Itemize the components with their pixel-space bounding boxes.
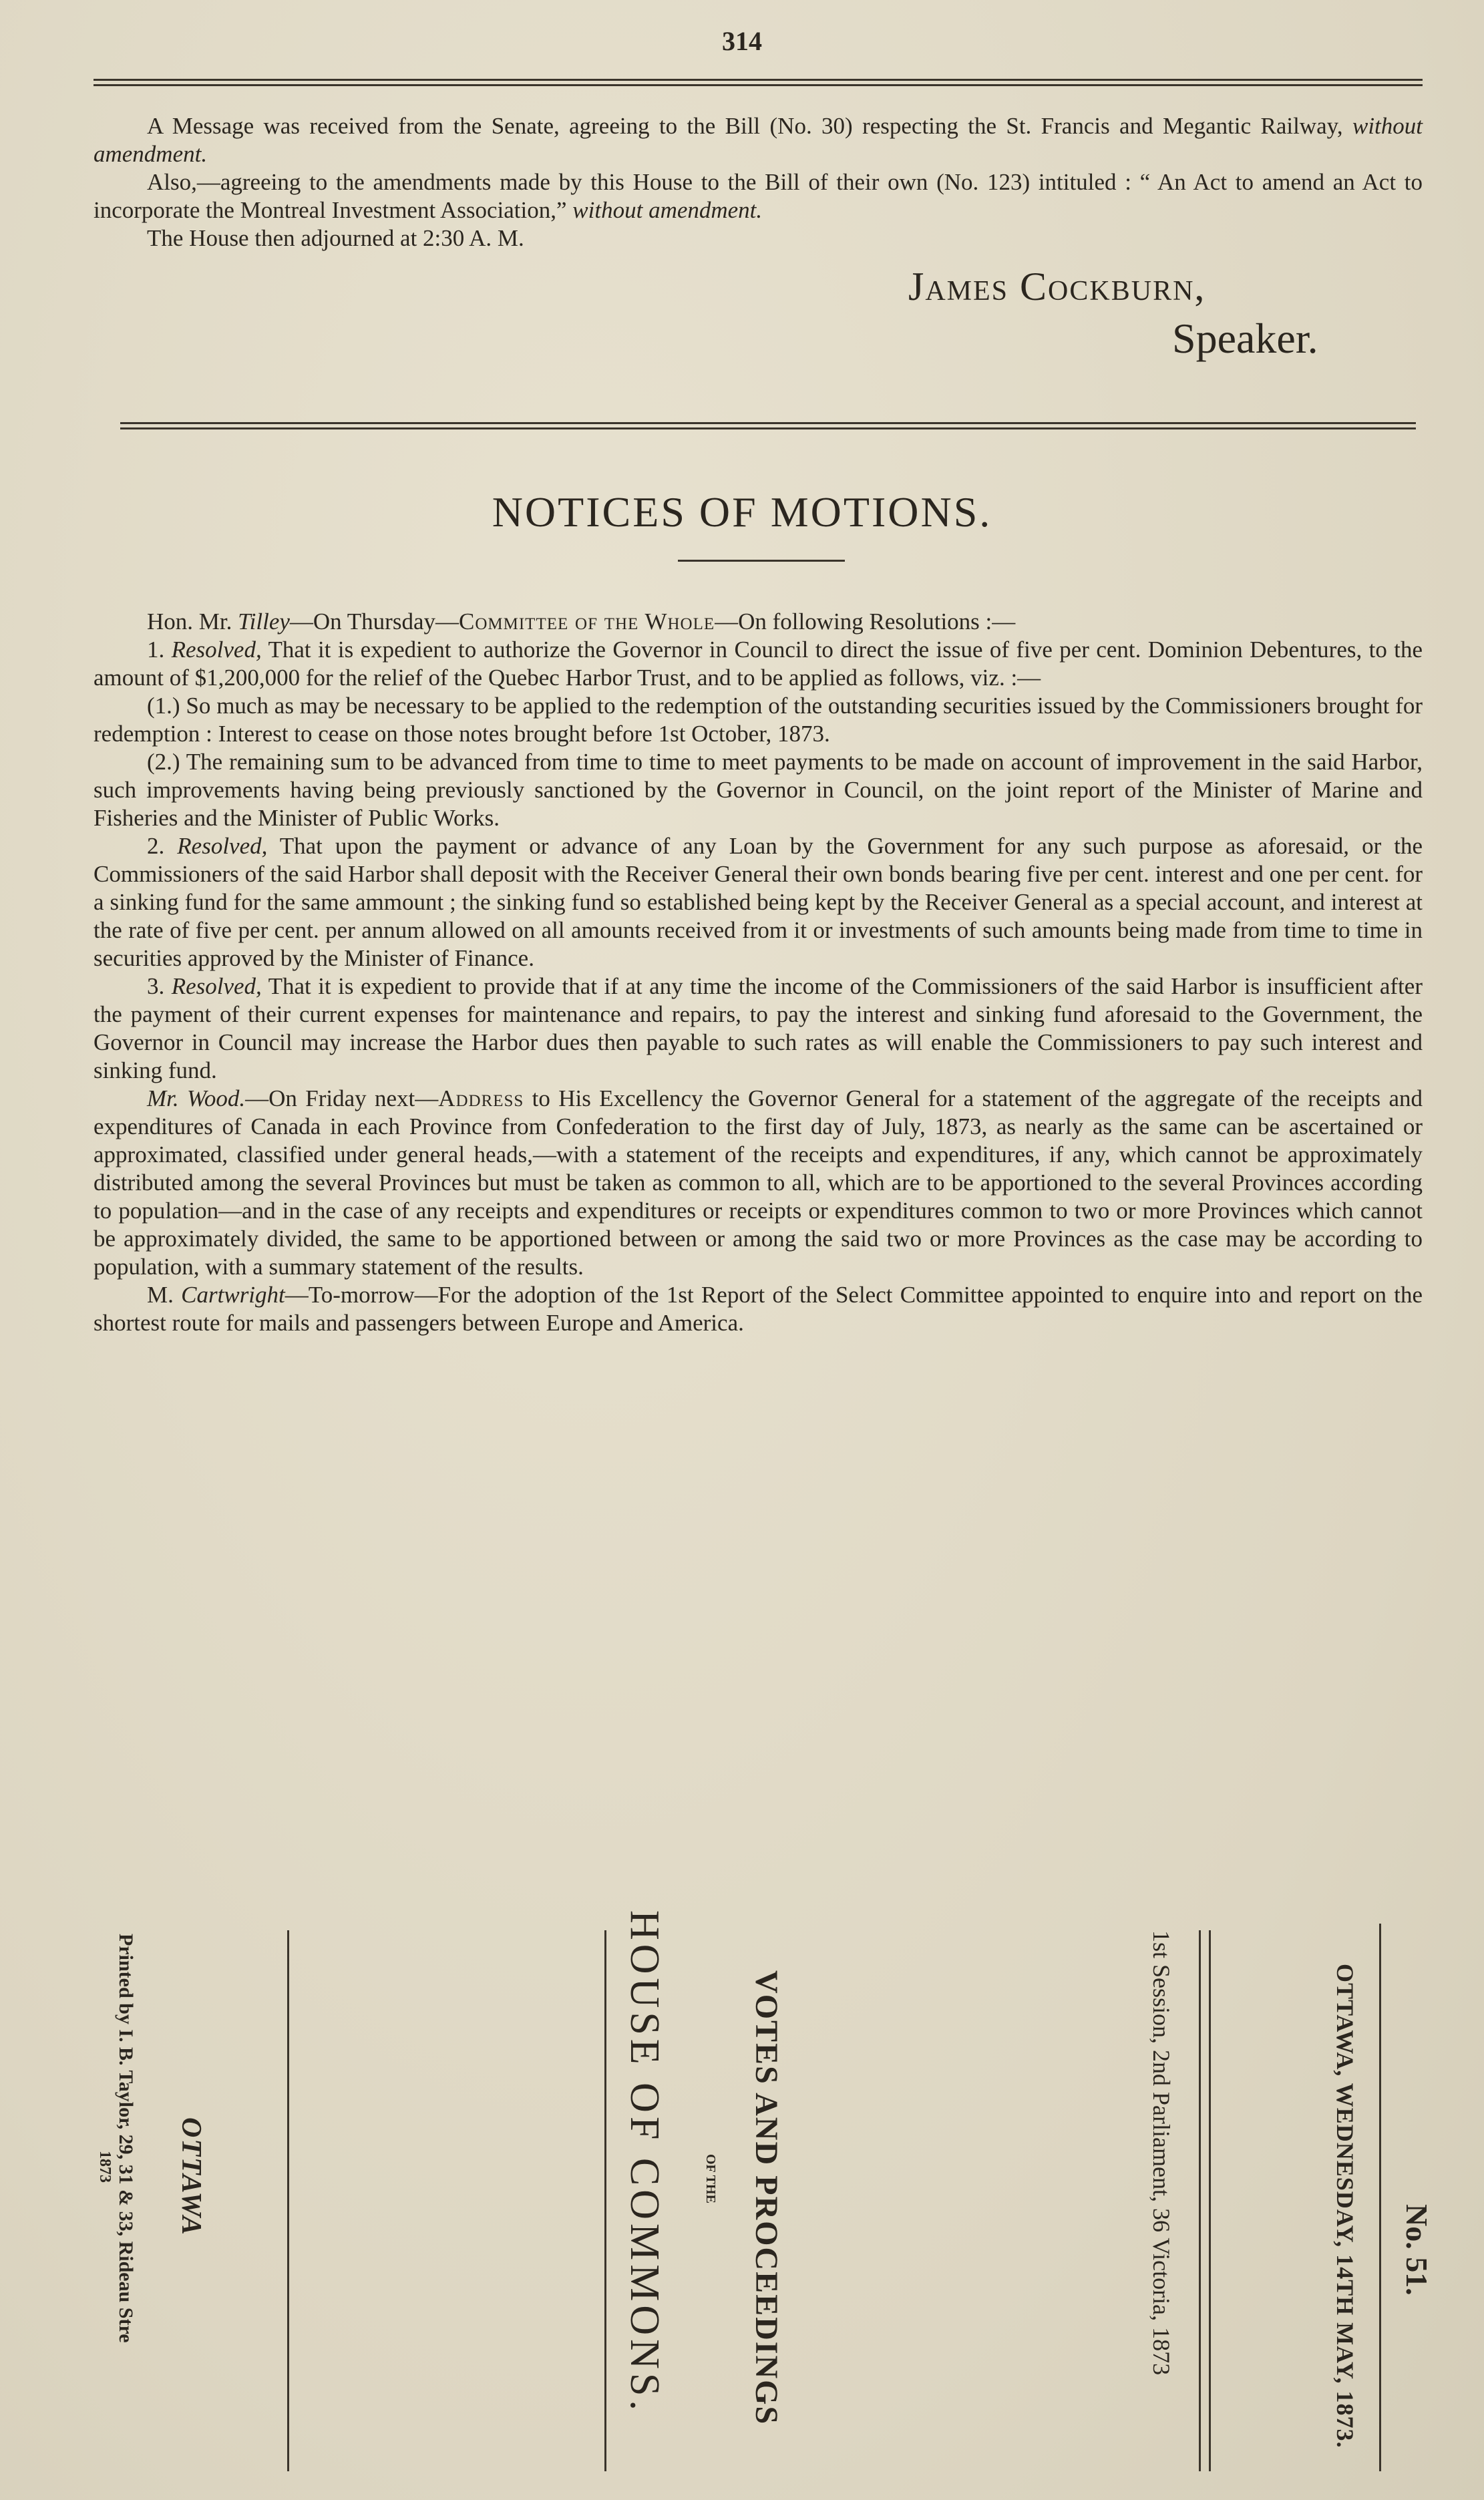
message-emphasis-2: without amendment. [572,197,763,223]
motion-tilley-suffix: —On following Resolutions :— [715,608,1016,635]
message-text-1: A Message was received from the Senate, agreeing to the Bill (No. 30) respecting the St. Francis and Megantic Railway, [147,113,1352,139]
cover-votes-title: VOTES AND PROCEEDINGS [749,1970,784,2426]
motion-tilley-day: —On Thursday— [289,608,459,635]
resolution-3-text: That it is expedient to provide that if at any time the income of the Commissioners of the said Harbor is insufficient after the payment of their current expenses for maintenance and repairs, to pay the interest and sinking fund aforesaid to the Government, the Governor in Council may increase the Harbor dues then payable to such rates as will enable the Commissioners to pay such interest and sinking fund. [94,973,1423,1083]
resolution-1-sub-2: (2.) The remaining sum to be advanced from time to time to meet payments to be made on account of improvement in the said Harbor, such improvements having being previously sanctioned by the Governor in Council, on the joint report of the Minister of Marine and Fisheries and the Minister of Public Works. [94,749,1423,831]
motion-wood-name: Mr. Wood. [147,1085,246,1111]
signature-title: Speaker. [1172,315,1318,362]
section-heading: NOTICES OF MOTIONS. [492,488,992,536]
adjournment-line: The House then adjourned at 2:30 A. M. [147,225,524,251]
cover-date-line: OTTAWA, WEDNESDAY, 14TH MAY, 1873. [1332,1964,1358,2449]
cover-printer: Printed by I. B. Taylor, 29, 31 & 33, Rideau Stre [115,1934,137,2343]
motion-tilley-committee: Committee of the Whole [459,608,715,635]
resolution-1-text: That it is expedient to authorize the Governor in Council to direct the issue of five per cent. Dominion Debentures, to the amount of $1,200,000 for the relief of the Quebec Harbor Trust, and to be applied as follows, viz. :— [94,637,1423,691]
cover-session-line: 1st Session, 2nd Parliament, 36 Victoria, 1873 [1148,1930,1175,2376]
motion-cartwright [94,1281,1423,1337]
motion-cartwright-text: —To-morrow—For the adoption of the 1st Report of the Select Committee appointed to enquire into and report on the shortest route for mails and passengers between Europe and America. [94,1282,1423,1336]
heading-underline [678,560,845,562]
resolution-3 [94,972,1423,1085]
motions-body [94,608,1423,1337]
senate-message-paragraph-2 [94,168,1423,224]
motion-cartwright-prefix: M. [147,1282,182,1308]
cover-year: 1873 [96,2151,114,2183]
signature-name: James Cockburn, [908,264,1206,309]
message-text-2: Also,—agreeing to the amendments made by this House to the Bill of their own (No. 123) intituled : “ An Act to amend an Act to incorporate the Montreal Investment Association,” [94,169,1423,223]
motion-wood-address: Address [438,1085,524,1111]
cover-ottawa: OTTAWA [176,2117,206,2236]
issue-number: No. 51. [1400,2204,1434,2296]
senate-message-paragraph-1 [94,112,1423,168]
middle-double-rule [120,422,1416,433]
resolution-2-number: 2. [147,833,178,859]
cover-rule-4 [604,1930,606,2471]
resolution-1-sub-1: (1.) So much as may be necessary to be applied to the redemption of the outstanding securities issued by the Commissioners brought for redemption : Interest to cease on those notes brought before 1st October, 1873. [94,693,1423,747]
senate-message [94,112,1423,252]
resolution-2 [94,832,1423,972]
cover-rule-1 [1379,1924,1381,2471]
message-emphasis-1: without amendment. [94,113,1423,167]
cover-rule-5 [287,1930,289,2471]
resolution-1-label: Resolved, [171,637,262,663]
motion-wood-day: —On Friday next— [245,1085,439,1111]
page-number: 314 [722,26,762,56]
cover-rule-3 [1209,1930,1211,2471]
resolution-2-label: Resolved, [177,833,268,859]
motion-wood-text: to His Excellency the Governor General for a statement of the aggregate of the receipts and expenditures of Canada in each Province from Confederation to the first day of July, 1873, as nearly as the same can be ascertained or approximated, classified under general heads,—with a statement of the receipts and expenditures, if any, which cannot be approximately distributed among the several Provinces but must be taken as common to all, which are to be apportioned to the several Provinces according to population—and in the case of any receipts and expenditures or receipts or expenditures common to two or more Provinces which cannot be approximately divided, the same to be apportioned between or among the said two or more Provinces as the case may be according to population, with a summary statement of the results. [94,1085,1423,1280]
top-double-rule [94,79,1423,90]
resolution-3-label: Resolved, [171,973,262,999]
resolution-2-text: That upon the payment or advance of any Loan by the Government for any such purpose as aforesaid, or the Commissioners of the said Harbor shall deposit with the Receiver General their own bonds bearing five per cent. interest and one per cent. for a sinking fund for the same ammount ; the sinking fund so established being kept by the Receiver General as a special account, and interest at the rate of five per cent. per annum allowed on all amounts received from it or investments of such amounts being made from time to time in securities approved by the Minister of Finance. [94,833,1423,971]
resolution-3-number: 3. [147,973,172,999]
motion-tilley-name: Tilley [238,608,290,635]
resolution-1-number: 1. [147,637,172,663]
motion-wood [94,1085,1423,1281]
cover-house-title: HOUSE OF COMMONS. [622,1910,667,2415]
cover-of-the: OF THE [703,2154,718,2203]
motion-tilley [94,608,1423,636]
motion-tilley-prefix: Hon. Mr. [147,608,238,635]
resolution-1 [94,636,1423,692]
cover-rule-2 [1199,1930,1201,2471]
motion-cartwright-name: Cartwright [181,1282,285,1308]
